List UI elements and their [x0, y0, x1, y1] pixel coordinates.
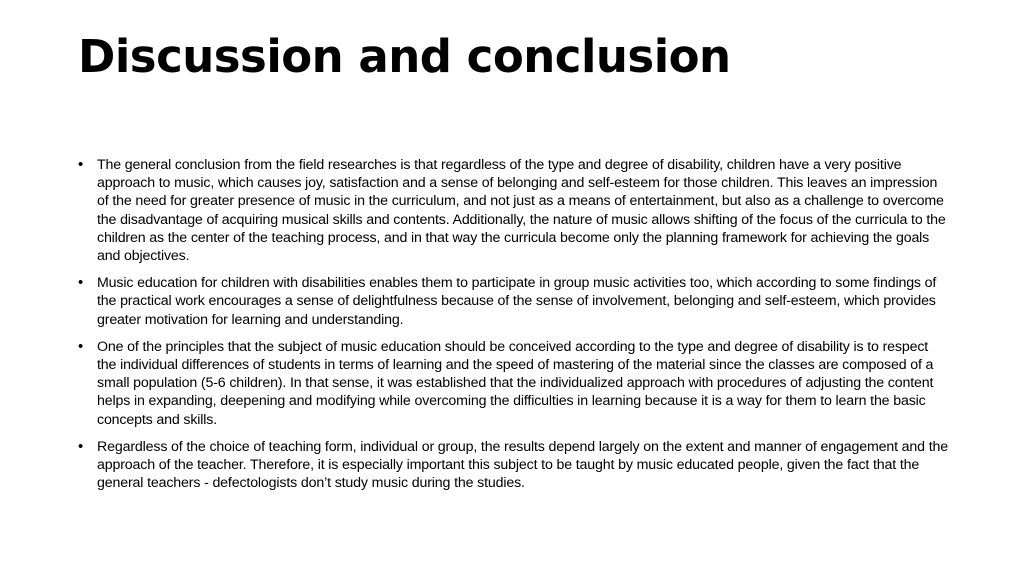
bullet-list: [78, 156, 948, 501]
bullet-item: • One of the principles that the subject of music education should be conceived according to the type and degree of disability is to respect the individual differences of students in terms of learning and the speed of mastering of the material since the classes are composed of a small population (5-6 children). In that sense, it was established that the individualized approach with procedures of adjusting the content helps in expanding, deepening and modifying while overcoming the difficulties in learning because it is a way for them to learn the basic concepts and skills.: [78, 338, 948, 429]
slide-title: Discussion and conclusion: [78, 30, 731, 83]
bullet-item: • Music education for children with disabilities enables them to participate in group music activities too, which according to some findings of the practical work encourages a sense of delightfulness because of the sense of involvement, belonging and self-esteem, which provides greater motivation for learning and understanding.: [78, 274, 948, 329]
bullet-item: • The general conclusion from the field researches is that regardless of the type and degree of disability, children have a very positive approach to music, which causes joy, satisfaction and a sense of belonging and self-esteem for those children. This leaves an impression of the need for greater presence of music in the curriculum, and not just as a means of entertainment, but also as a challenge to overcome the disadvantage of acquiring musical skills and contents. Additionally, the nature of music allows shifting of the focus of the curricula to the children as the center of the teaching process, and in that way the curricula become only the planning framework for achieving the goals and objectives.: [78, 156, 948, 265]
bullet-item: • Regardless of the choice of teaching form, individual or group, the results depend largely on the extent and manner of engagement and the approach of the teacher. Therefore, it is especially important this subject to be taught by music educated people, given the fact that the general teachers - defectologists don’t study music during the studies.: [78, 438, 948, 493]
